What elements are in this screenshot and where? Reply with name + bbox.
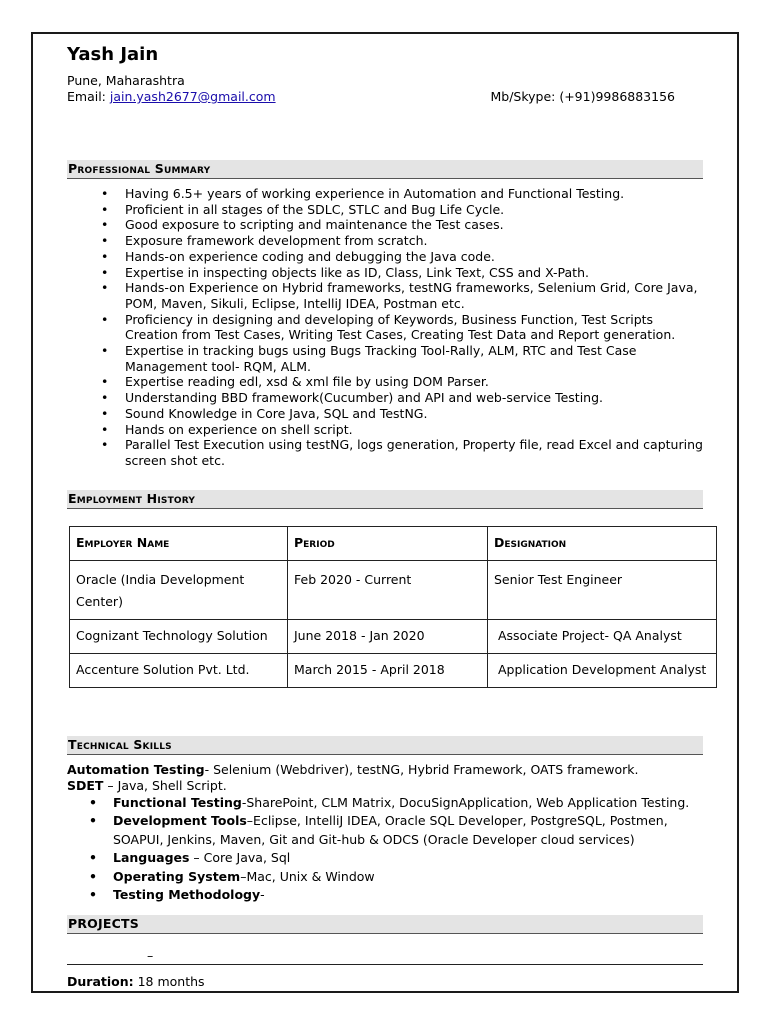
summary-item: • Hands-on Experience on Hybrid frameworks, testNG frameworks, Selenium Grid, Core Java, POM, Maven, Sikuli, Eclipse, IntelliJ IDEA, Postman etc. [101, 280, 703, 311]
cell-designation: Senior Test Engineer [488, 560, 717, 619]
skill-item [89, 794, 703, 813]
skill-item [89, 868, 703, 887]
summary-item: • Parallel Test Execution using testNG, logs generation, Property file, read Excel and capturing screen shot etc. [101, 437, 703, 468]
column-header-period: Period [288, 526, 488, 560]
column-header-designation: Designation [488, 526, 717, 560]
summary-list [101, 186, 703, 469]
cell-designation: Application Development Analyst [488, 653, 717, 687]
contact-block [67, 73, 703, 105]
duration-line [67, 974, 703, 990]
column-header-employer: Employer Name [70, 526, 288, 560]
employment-table [69, 526, 717, 688]
section-header-projects: PROJECTS [67, 915, 703, 934]
skill-value: - [260, 887, 265, 903]
cell-period: Feb 2020 - Current [288, 560, 488, 619]
skill-value: –Eclipse, IntelliJ IDEA, Oracle SQL Developer, PostgreSQL, Postmen, SOAPUI, Jenkins, Maven, Git and Git-hub & ODCS (Oracle Developer cloud services) [113, 813, 668, 847]
phone-skype: Mb/Skype: (+91)9986883156 [490, 89, 675, 104]
summary-item: • Proficient in all stages of the SDLC, STLC and Bug Life Cycle. [101, 202, 703, 218]
cell-employer: Cognizant Technology Solution [70, 619, 288, 653]
table-row [70, 619, 717, 653]
summary-item: • Having 6.5+ years of working experience in Automation and Functional Testing. [101, 186, 703, 202]
skills-list [89, 794, 703, 905]
duration-label: Duration: [67, 973, 134, 989]
table-header-row [70, 526, 717, 560]
skill-item [89, 849, 703, 868]
automation-testing-line [67, 762, 703, 778]
summary-item: • Expertise in inspecting objects like as ID, Class, Link Text, CSS and X-Path. [101, 265, 703, 281]
email-label: Email: [67, 89, 110, 104]
candidate-name: Yash Jain [67, 44, 159, 65]
table-row [70, 653, 717, 687]
project-divider [67, 964, 703, 965]
sdet-value: – Java, Shell Script. [103, 777, 227, 793]
location: Pune, Maharashtra [67, 73, 185, 88]
duration-value: 18 months [133, 973, 205, 989]
cell-period: March 2015 - April 2018 [288, 653, 488, 687]
skill-value: – Core Java, Sql [189, 850, 291, 866]
summary-item: • Hands on experience on shell script. [101, 422, 703, 438]
summary-item: • Expertise in tracking bugs using Bugs Tracking Tool-Rally, ALM, RTC and Test Case Management tool- RQM, ALM. [101, 343, 703, 374]
section-header-employment-history: Employment History [67, 490, 703, 509]
skill-item [89, 812, 703, 849]
skill-value: -SharePoint, CLM Matrix, DocuSignApplication, Web Application Testing. [241, 794, 690, 810]
cell-designation: Associate Project- QA Analyst [488, 619, 717, 653]
automation-testing-label: Automation Testing [67, 761, 205, 777]
summary-item: • Exposure framework development from scratch. [101, 233, 703, 249]
section-header-technical-skills: Technical Skills [67, 736, 703, 755]
skill-label: Development Tools [113, 813, 247, 829]
cell-employer: Oracle (India Development Center) [70, 560, 288, 619]
cell-employer: Accenture Solution Pvt. Ltd. [70, 653, 288, 687]
email-link[interactable]: jain.yash2677@gmail.com [109, 89, 276, 104]
project-dash: – [147, 947, 154, 963]
automation-testing-value: - Selenium (Webdriver), testNG, Hybrid Framework, OATS framework. [204, 761, 639, 777]
skill-label: Testing Methodology [113, 887, 261, 903]
sdet-line [67, 778, 703, 794]
skill-value: –Mac, Unix & Window [240, 868, 375, 884]
resume-content [67, 44, 707, 990]
summary-item: • Good exposure to scripting and maintenance the Test cases. [101, 217, 703, 233]
section-header-professional-summary: Professional Summary [67, 160, 703, 179]
skill-label: Languages [113, 850, 190, 866]
table-row [70, 560, 717, 619]
skills-block [67, 762, 703, 794]
skill-item [89, 886, 703, 905]
summary-item: • Hands-on experience coding and debugging the Java code. [101, 249, 703, 265]
sdet-label: SDET [67, 777, 104, 793]
skill-label: Operating System [113, 868, 241, 884]
summary-item: • Proficiency in designing and developing of Keywords, Business Function, Test Scripts Creation from Test Cases, Writing Test Cases, Creating Test Data and Report generation. [101, 312, 703, 343]
cell-period: June 2018 - Jan 2020 [288, 619, 488, 653]
summary-item: • Understanding BBD framework(Cucumber) and API and web-service Testing. [101, 390, 703, 406]
summary-item: • Sound Knowledge in Core Java, SQL and TestNG. [101, 406, 703, 422]
summary-item: • Expertise reading edl, xsd & xml file by using DOM Parser. [101, 374, 703, 390]
skill-label: Functional Testing [113, 794, 242, 810]
